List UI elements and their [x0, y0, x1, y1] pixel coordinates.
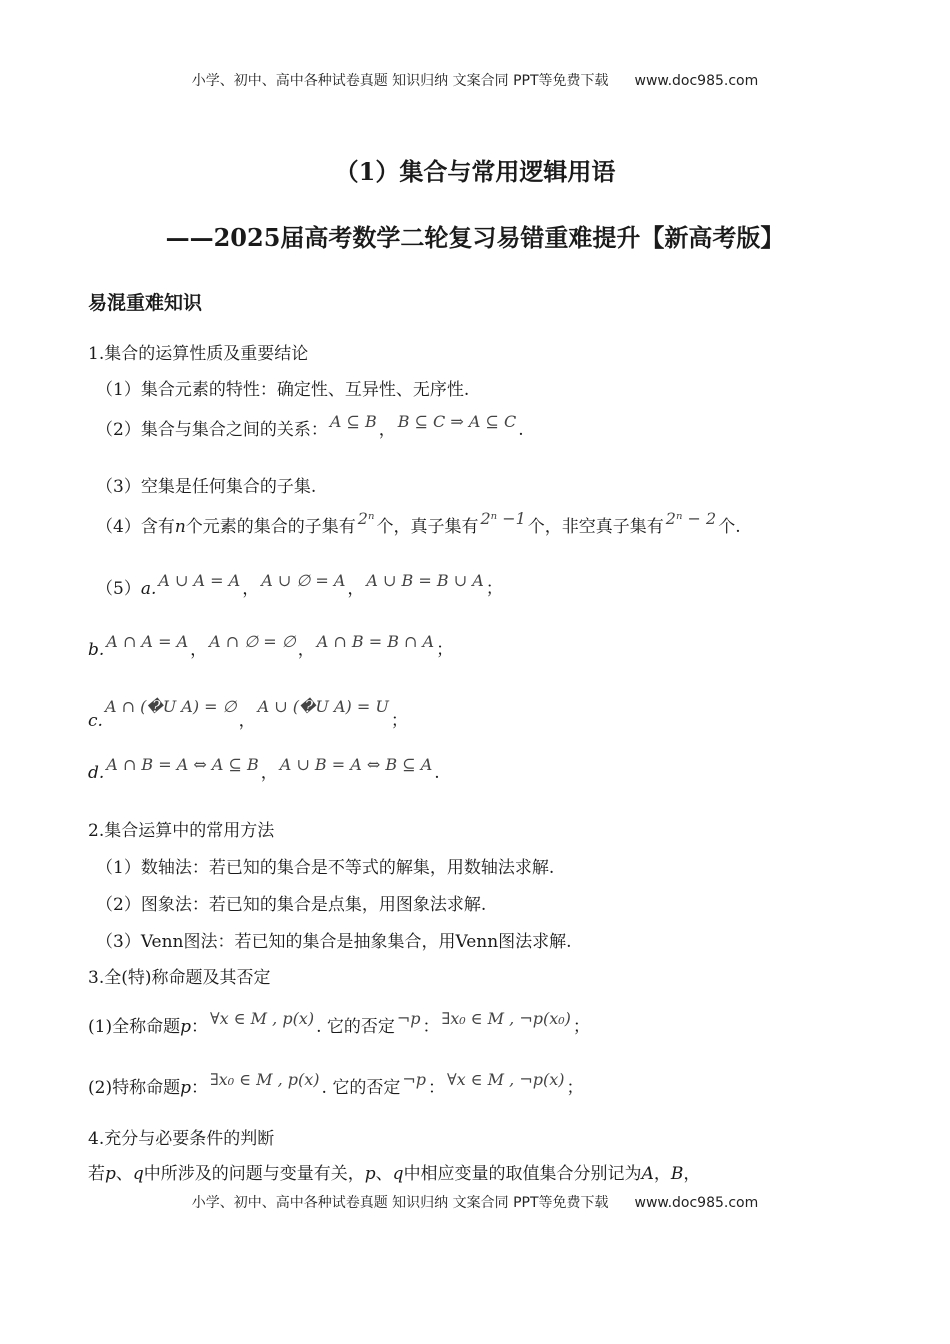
footer-text: 小学、初中、高中各种试卷真题 知识归纳 文案合同 PPT等免费下载: [191, 1195, 609, 1211]
formula: A ∪ (�U A) = U: [257, 697, 389, 716]
t: ，: [347, 579, 365, 599]
var-A: A: [641, 1164, 654, 1184]
formula-proper-subsets: 2ⁿ −1: [480, 509, 526, 528]
formula: A ∪ ∅ = A: [261, 571, 346, 590]
t: ：: [422, 1017, 440, 1037]
s3-title: 3.全(特)称命题及其否定: [88, 968, 271, 988]
t: 若: [88, 1164, 105, 1184]
end: .: [518, 420, 524, 440]
t: 个，非空真子集有: [527, 517, 664, 537]
var-p: p: [364, 1164, 376, 1184]
formula: A ∩ A = A: [106, 632, 189, 651]
page-footer: [0, 1192, 950, 1212]
s1-item-5d: [88, 755, 888, 783]
label-a: a.: [140, 579, 157, 599]
formula-not-p: ¬p: [396, 1009, 421, 1028]
t: ，: [683, 1164, 701, 1184]
formula: ∀x ∈ M , p(x): [209, 1009, 315, 1028]
formula: A ∪ B = A ⇔ B ⊆ A: [279, 755, 433, 774]
t: ：: [190, 1078, 208, 1098]
s2-title: 2.集合运算中的常用方法: [88, 821, 275, 841]
formula: ∃x₀ ∈ M , ¬p(x₀): [441, 1009, 571, 1028]
s1-item-4: [96, 509, 896, 537]
t: (1)全称命题: [88, 1017, 181, 1037]
formula-nonempty-proper-subsets: 2ⁿ − 2: [665, 509, 717, 528]
t: . 它的否定: [316, 1017, 395, 1037]
s1-item-2-text: （2）集合与集合之间的关系：: [96, 420, 328, 440]
t: 个元素的集合的子集有: [185, 517, 356, 537]
s1-item-5c: [88, 697, 888, 731]
t: （5）: [96, 579, 141, 599]
t: ；: [566, 1078, 584, 1098]
var-q: q: [132, 1164, 144, 1184]
s1-item-5b: [88, 632, 888, 660]
s1-item-1: （1）集合元素的特性：确定性、互异性、无序性.: [96, 380, 470, 400]
t: . 它的否定: [321, 1078, 401, 1098]
formula-subsets: 2ⁿ: [357, 509, 375, 528]
s1-item-2: [96, 412, 896, 440]
formula: A ∩ B = B ∩ A: [316, 632, 435, 651]
formula-subset: A ⊆ B: [329, 412, 377, 431]
t: 中相应变量的取值集合分别记为: [403, 1164, 642, 1184]
s3-item-2: [88, 1070, 888, 1098]
formula: A ∪ B = B ∪ A: [366, 571, 484, 590]
document-subtitle: ——2025届高考数学二轮复习易错重难提升【新高考版】: [165, 223, 785, 252]
formula: ∃x₀ ∈ M , p(x): [209, 1070, 320, 1089]
s2-item-1: （1）数轴法：若已知的集合是不等式的解集，用数轴法求解.: [96, 858, 555, 878]
t: ；: [436, 640, 454, 660]
label-d: d.: [88, 763, 105, 783]
section-heading: 易混重难知识: [88, 292, 203, 314]
s3-item-1: [88, 1009, 888, 1037]
s1-title: 1.集合的运算性质及重要结论: [88, 344, 309, 364]
document-title: （1）集合与常用逻辑用语: [334, 157, 616, 186]
t: 、: [115, 1164, 133, 1184]
sep: ，: [378, 420, 396, 440]
label-c: c.: [88, 711, 103, 731]
s4-title: 4.充分与必要条件的判断: [88, 1129, 275, 1149]
formula: A ∩ (�U A) = ∅: [104, 697, 237, 716]
var-n: n: [174, 517, 186, 537]
s4-item-1: [88, 1159, 888, 1184]
t: ，: [297, 640, 315, 660]
t: 中所涉及的问题与变量有关，: [143, 1164, 365, 1184]
label-b: b.: [88, 640, 105, 660]
formula: A ∪ A = A: [158, 571, 241, 590]
page-header: [0, 70, 950, 90]
t: ；: [390, 711, 408, 731]
t: ；: [572, 1017, 590, 1037]
header-text: 小学、初中、高中各种试卷真题 知识归纳 文案合同 PPT等免费下载: [191, 73, 609, 89]
var-p: p: [180, 1078, 191, 1098]
t: 个.: [718, 517, 741, 537]
formula-not-p: ¬p: [402, 1070, 426, 1089]
t: .: [434, 763, 440, 783]
var-B: B: [670, 1164, 684, 1184]
var-p: p: [180, 1017, 191, 1037]
formula: A ∩ B = A ⇔ A ⊆ B: [106, 755, 259, 774]
t: ，: [238, 711, 256, 731]
t: 、: [375, 1164, 393, 1184]
t: ，: [190, 640, 208, 660]
t: ；: [485, 579, 503, 599]
formula-transitive: B ⊆ C ⇒ A ⊆ C: [397, 412, 517, 431]
s2-item-3: （3）Venn图法：若已知的集合是抽象集合，用Venn图法求解.: [96, 932, 572, 952]
t: ，: [653, 1164, 671, 1184]
t: （4）含有: [96, 517, 175, 537]
s2-item-2: （2）图象法：若已知的集合是点集，用图象法求解.: [96, 895, 487, 915]
var-p: p: [105, 1164, 116, 1184]
t: ：: [427, 1078, 445, 1098]
t: ，: [242, 579, 260, 599]
var-q: q: [392, 1164, 404, 1184]
s1-item-5a: [96, 571, 896, 599]
t: ，: [260, 763, 278, 783]
s1-item-3: （3）空集是任何集合的子集.: [96, 477, 317, 497]
header-url[interactable]: www.doc985.com: [634, 73, 759, 89]
t: ：: [190, 1017, 208, 1037]
t: (2)特称命题: [88, 1078, 181, 1098]
formula: ∀x ∈ M , ¬p(x): [446, 1070, 565, 1089]
footer-url[interactable]: www.doc985.com: [634, 1195, 759, 1211]
t: 个，真子集有: [376, 517, 479, 537]
formula: A ∩ ∅ = ∅: [209, 632, 296, 651]
